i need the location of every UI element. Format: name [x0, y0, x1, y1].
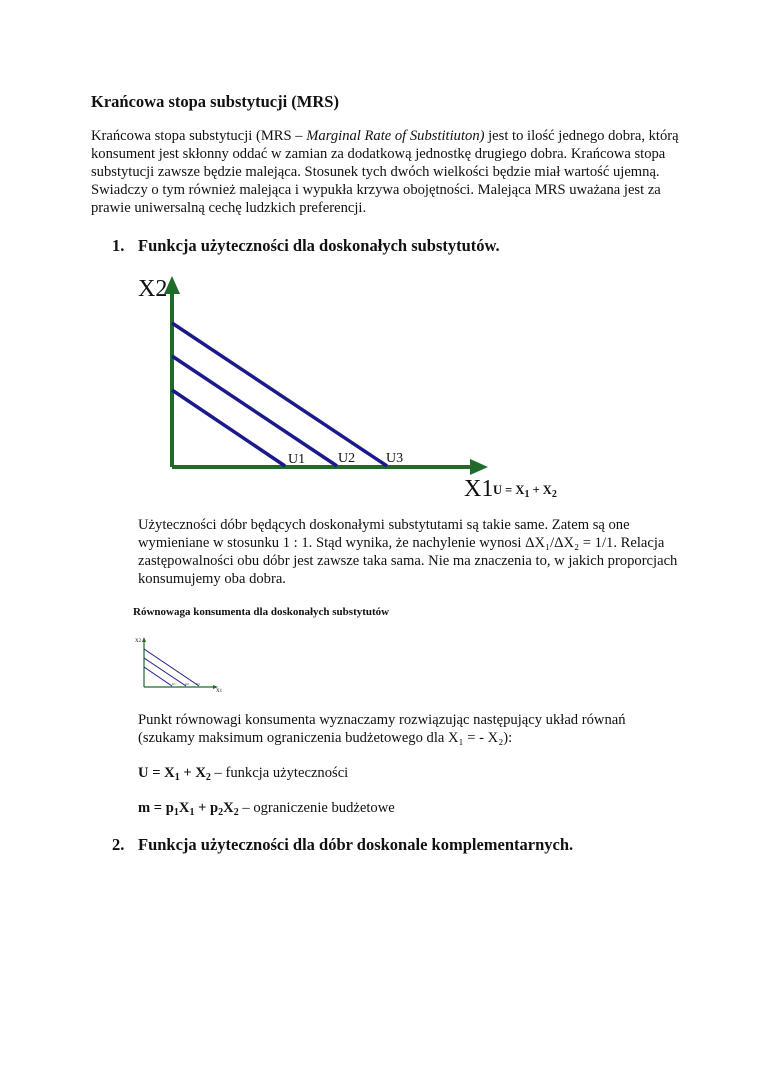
- equilibrium-paragraph: Punkt równowagi konsumenta wyznaczamy rozwiązując następujący układ równań (szukamy maksimum ograniczenia budżetowego dla X₁ = - X₂):: [138, 712, 626, 746]
- intro-text-italic: Marginal Rate of Substitiuton): [306, 128, 485, 144]
- section-title: Funkcja użyteczności dla doskonałych substytutów.: [138, 236, 500, 255]
- equilibrium-subheading: Równowaga konsumenta dla doskonałych substytutów: [133, 606, 390, 618]
- mini-curve-label-u3: U3: [196, 682, 200, 686]
- mini-y-axis-arrow: [142, 637, 146, 642]
- indifference-curves-graph: [130, 270, 500, 502]
- eq-subscript: 1: [173, 807, 179, 818]
- eq-subscript: 2: [218, 807, 224, 818]
- eq-subscript: 2: [205, 772, 211, 783]
- budget-constraint-equation: [138, 800, 395, 818]
- section-heading-2: [112, 835, 573, 855]
- indifference-line-u1: [172, 390, 285, 466]
- utility-function-equation: [138, 765, 348, 783]
- mini-curve-label-u1: U1: [172, 682, 176, 686]
- mini-x-label: X1: [216, 689, 223, 693]
- y-axis-label: X2: [138, 276, 168, 302]
- mini-line-u3: [144, 649, 199, 686]
- substitutes-explanation: Użyteczności dóbr będących doskonałymi substytutami są takie same. Zatem są one wymieniane w stosunku 1 : 1. Stąd wynika, że nachylenie wynosi ΔX₁/ΔX₂ = 1/1. Relacja zastępowalności obu dóbr jest zawsze taka sama. Nie ma znaczenia to, w jakich proporcjach konsumujemy oba dobra.: [138, 517, 678, 587]
- eq-part: + X: [179, 765, 206, 781]
- eq-description: – ograniczenie budżetowe: [238, 800, 395, 816]
- intro-text-post: jest to ilość jednego dobra, którą konsument jest skłonny oddać w zamian za dodatkową jednostkę drugiego dobra. Krańcowa stopa substytucji zawsze będzie malejąca. Stosunek tych dwóch wielkości będzie miał wartość ujemną. Swiadczy o tym również malejąca i wypukła krzywa obojętności. Malejąca MRS uważana jest za prawie uniwersalną cechę ludzkich preferencji.: [91, 128, 679, 216]
- mini-curve-label-u2: U2: [185, 682, 189, 686]
- graph-caption: [493, 483, 557, 500]
- eq-subscript: 2: [233, 807, 239, 818]
- caption-subscript: 2: [551, 489, 557, 500]
- x-axis-label: X1: [464, 476, 494, 502]
- section-number: 1.: [112, 236, 125, 255]
- indifference-line-u3: [172, 323, 387, 466]
- eq-part: m = p: [138, 800, 174, 816]
- caption-subscript: 1: [524, 489, 530, 500]
- eq-part: + p: [194, 800, 219, 816]
- curve-label-u2: U2: [338, 451, 356, 466]
- caption-part: + X: [529, 483, 552, 497]
- x-axis-arrow: [470, 459, 488, 475]
- page-title: Krańcowa stopa substytucji (MRS): [91, 92, 339, 111]
- eq-subscript: 1: [174, 772, 180, 783]
- equilibrium-mini-graph: [134, 633, 226, 693]
- intro-paragraph: [91, 127, 681, 217]
- intro-text-pre: Krańcowa stopa substytucji (MRS –: [91, 128, 307, 144]
- eq-description: – funkcja użyteczności: [210, 765, 349, 781]
- caption-part: U = X: [493, 483, 525, 497]
- mini-line-u1: [144, 667, 172, 686]
- indifference-line-u2: [172, 356, 337, 466]
- eq-part: X: [223, 800, 234, 816]
- eq-part: X: [178, 800, 190, 816]
- eq-part: U = X: [138, 765, 175, 781]
- curve-label-u3: U3: [386, 451, 404, 466]
- curve-label-u1: U1: [288, 452, 306, 467]
- mini-y-label: X2: [135, 639, 142, 644]
- section-number: 2.: [112, 835, 125, 854]
- section-title: Funkcja użyteczności dla dóbr doskonale komplementarnych.: [138, 835, 574, 854]
- eq-subscript: 1: [189, 807, 195, 818]
- section-heading-1: [112, 236, 500, 256]
